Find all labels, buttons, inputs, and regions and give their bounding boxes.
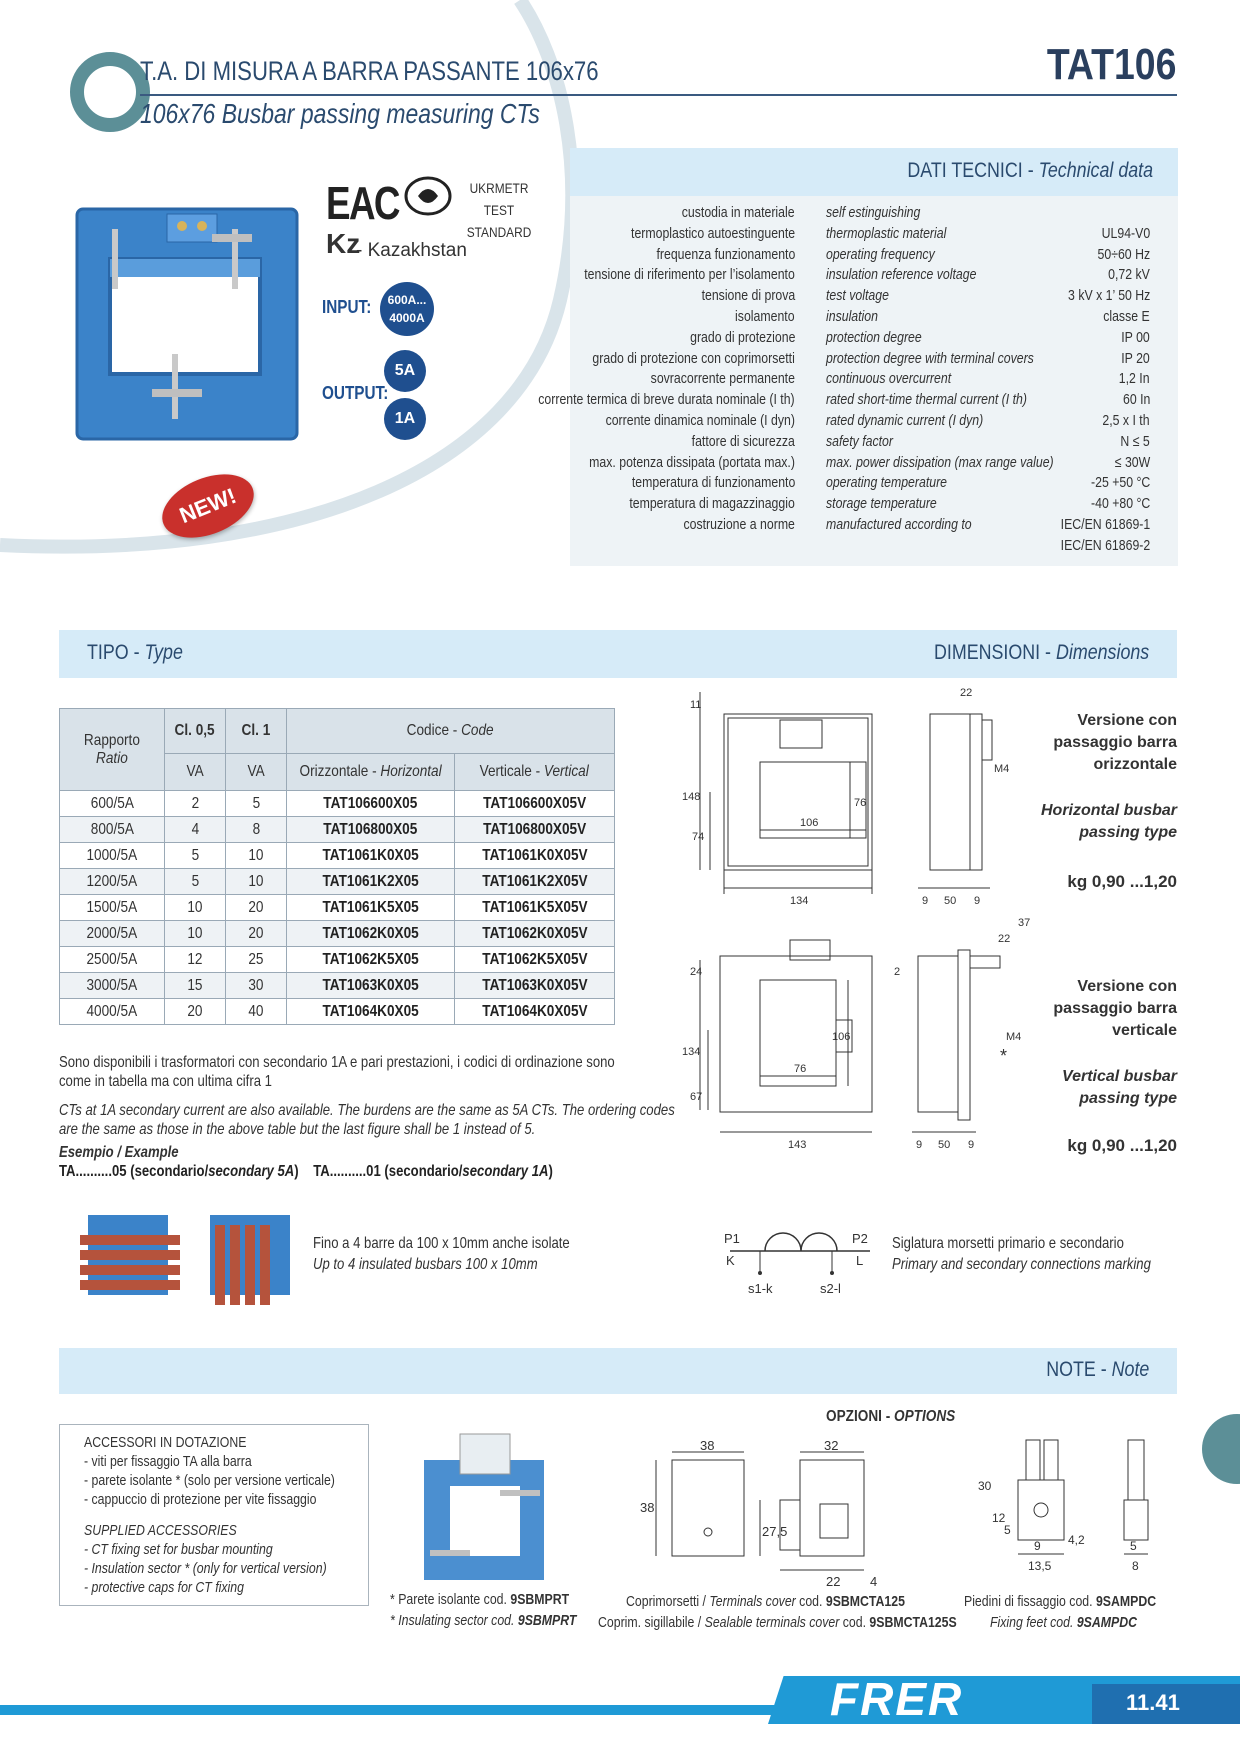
technical-row-en: protection degree with terminal covers [826, 349, 1034, 367]
dim-v-9b: 9 [968, 1139, 975, 1151]
vertical-version-label: Versione con passaggio barra verticale [1053, 978, 1177, 1039]
technical-row [0, 495, 1240, 516]
cell-ver: TAT106600X05V [455, 791, 615, 817]
technical-row-it: fattore di sicurezza [691, 432, 795, 450]
cell-ver: TAT1061K2X05V [455, 869, 615, 895]
model-code: TAT106 [1046, 40, 1176, 89]
technical-row-it: max. potenza dissipata (portata max.) [589, 453, 795, 471]
dim-h-76: 76 [854, 797, 867, 809]
cell-cl1: 30 [226, 973, 287, 999]
dim-h-m4: M4 [994, 763, 1010, 775]
technical-row-en: storage temperature [826, 495, 937, 513]
dim-h-22: 22 [960, 687, 973, 699]
busbar-caption-it: Fino a 4 barre da 100 x 10mm anche isolate [313, 1235, 570, 1252]
accessories-it: ACCESSORI IN DOTAZIONE - viti per fissaggio TA alla barra - parete isolante * (solo per versione verticale) - cappuccio di protezione per vite fissaggio [84, 1434, 335, 1508]
cell-ratio: 1000/5A [60, 843, 165, 869]
technical-row-en: thermoplastic material [826, 224, 947, 242]
table-row [60, 999, 615, 1025]
cell-hor: TAT1061K5X05 [287, 895, 455, 921]
feet-caption-en: Fixing feet cod. 9SAMPDC [990, 1614, 1137, 1631]
table-row [60, 817, 615, 843]
technical-row-value: 50÷60 Hz [1097, 245, 1150, 263]
technical-data-bar [570, 148, 1178, 196]
dim-h-148: 148 [682, 791, 701, 803]
dim-v-67: 67 [690, 1091, 703, 1103]
header-va-cl1: VA [226, 754, 287, 791]
technical-row [0, 308, 1240, 329]
feet-dim-42: 4,2 [1068, 1533, 1085, 1547]
cell-cl1: 20 [226, 895, 287, 921]
dim-v-star: * [1000, 1046, 1008, 1066]
table-row [60, 869, 615, 895]
technical-row-en: safety factor [826, 432, 893, 450]
technical-row-en: continuous overcurrent [826, 370, 952, 388]
sector-caption-en: * Insulating sector cod. 9SBMPRT [390, 1612, 577, 1629]
cell-hor: TAT1061K2X05 [287, 869, 455, 895]
technical-row-it: corrente dinamica nominale (I dyn) [605, 412, 795, 429]
cover-dim-38a: 38 [700, 1440, 715, 1453]
cell-cl05: 12 [165, 947, 226, 973]
type-table [59, 708, 615, 1025]
table-row [60, 973, 615, 999]
cell-ratio: 1500/5A [60, 895, 165, 921]
cell-cl1: 5 [226, 791, 287, 817]
header-ratio: Rapporto Ratio [60, 709, 165, 791]
dim-v-24: 24 [690, 966, 703, 978]
feet-caption-it: Piedini di fissaggio cod. 9SAMPDC [964, 1593, 1157, 1610]
technical-row-value: N ≤ 5 [1120, 432, 1150, 450]
page-title-english: 106x76 Busbar passing measuring CTs [140, 98, 540, 129]
dim-h-106: 106 [800, 817, 819, 829]
terminal-marking-diagram [720, 1225, 880, 1300]
cover-caption: Coprimorsetti / Terminals cover cod. 9SBMCTA125 [626, 1593, 905, 1610]
technical-row-value: 60 In [1122, 391, 1150, 409]
cell-cl1: 10 [226, 843, 287, 869]
cell-ratio: 2000/5A [60, 921, 165, 947]
cell-cl05: 2 [165, 791, 226, 817]
feet-dim-12: 12 [992, 1511, 1006, 1525]
technical-row-en: protection degree [826, 328, 922, 346]
dim-v-76: 76 [794, 1063, 807, 1075]
technical-row-en: operating temperature [826, 474, 948, 492]
technical-row [0, 266, 1240, 287]
cell-cl05: 15 [165, 973, 226, 999]
type-title: TIPO - Type [87, 641, 183, 664]
note-bar [59, 1348, 1177, 1394]
dimensions-title: DIMENSIONI - Dimensions [933, 641, 1149, 664]
technical-row-value: 0,72 kV [1108, 266, 1150, 284]
terminal-s2l: s2-l [820, 1281, 841, 1296]
input-value: 600A... 4000A [387, 293, 427, 325]
technical-row [0, 287, 1240, 308]
cell-hor: TAT106800X05 [287, 817, 455, 843]
technical-row [0, 474, 1240, 495]
seal-caption: Coprim. sigillabile / Sealable terminals cover cod. 9SBMCTA125S [598, 1614, 957, 1631]
technical-row-value: -40 +80 °C [1090, 495, 1150, 513]
note-title: NOTE - Note [1045, 1358, 1149, 1381]
technical-row-value: IEC/EN 61869-1 [1060, 516, 1150, 533]
technical-row-value: IEC/EN 61869-2 [1060, 536, 1150, 554]
output-5a-badge: 5A [384, 350, 426, 392]
technical-row-it: temperatura di magazzinaggio [629, 495, 795, 513]
new-badge-label: NEW! [175, 482, 240, 529]
example-codes: TA..........05 (secondario/secondary 5A) TA..........01 (secondario/secondary 1A) [59, 1163, 553, 1180]
technical-row [0, 391, 1240, 412]
dim-h-50: 50 [944, 895, 957, 907]
dim-h-74: 74 [692, 831, 705, 843]
cell-hor: TAT1061K0X05 [287, 843, 455, 869]
cover-dim-275: 27,5 [762, 1524, 788, 1539]
accessories-en: SUPPLIED ACCESSORIES - CT fixing set for busbar mounting - Insulation sector * (only for vertical version) - protective caps for CT fixing [84, 1522, 327, 1596]
cell-cl05: 5 [165, 843, 226, 869]
cell-ver: TAT1064K0X05V [455, 999, 615, 1025]
dim-v-2: 2 [894, 966, 901, 978]
table-row [60, 921, 615, 947]
technical-row-value: -25 +50 °C [1090, 474, 1150, 492]
technical-row [0, 433, 1240, 454]
dim-h-134: 134 [790, 895, 809, 907]
header-cl1: Cl. 1 [226, 709, 287, 754]
terminal-cover-drawing [630, 1440, 930, 1590]
dimension-drawings [660, 680, 1060, 1170]
technical-row [0, 246, 1240, 267]
technical-row [0, 225, 1240, 246]
terminal-l: L [856, 1253, 864, 1268]
technical-row-en: test voltage [826, 287, 889, 305]
technical-row [0, 454, 1240, 475]
vertical-version-en: Vertical busbar passing type [1061, 1068, 1177, 1107]
cell-hor: TAT106600X05 [287, 791, 455, 817]
title-underline [140, 94, 1177, 96]
horizontal-version-en: Horizontal busbar passing type [1040, 802, 1177, 841]
technical-row-en: insulation [826, 308, 878, 325]
technical-row-it: grado di protezione con coprimorsetti [592, 349, 795, 367]
feet-dim-135: 13,5 [1028, 1559, 1052, 1573]
technical-row-value: 1,2 In [1119, 370, 1150, 388]
technical-row-it: custodia in materiale [682, 204, 795, 221]
dim-v-106: 106 [832, 1031, 851, 1043]
technical-data-title: DATI TECNICI - Technical data [907, 159, 1153, 182]
cell-ver: TAT1063K0X05V [455, 973, 615, 999]
technical-row-it: termoplastico autoestinguente [630, 224, 795, 242]
terminal-s1k: s1-k [748, 1281, 773, 1296]
cell-ratio: 4000/5A [60, 999, 165, 1025]
technical-row-value: classe E [1103, 308, 1150, 325]
cover-dim-38b: 38 [640, 1500, 655, 1515]
cell-cl1: 8 [226, 817, 287, 843]
cell-cl1: 20 [226, 921, 287, 947]
cell-hor: TAT1064K0X05 [287, 999, 455, 1025]
cell-ratio: 3000/5A [60, 973, 165, 999]
technical-row-en: rated short-time thermal current (I th) [826, 391, 1027, 409]
example-label: Esempio / Example [59, 1144, 179, 1161]
technical-row-it: tensione di riferimento per l’isolamento [584, 266, 795, 284]
technical-row [0, 204, 1240, 225]
table-row [60, 895, 615, 921]
cell-cl05: 10 [165, 921, 226, 947]
feet-dim-5a: 5 [1004, 1523, 1011, 1537]
technical-row-en: max. power dissipation (max range value) [826, 453, 1054, 471]
cell-cl05: 4 [165, 817, 226, 843]
technical-row-value: 3 kV x 1’ 50 Hz [1067, 287, 1150, 305]
technical-row-en: manufactured according to [826, 516, 972, 533]
type-dimensions-bar [59, 630, 1177, 678]
cell-cl1: 10 [226, 869, 287, 895]
technical-row-it: grado di protezione [689, 328, 795, 346]
feet-dim-9: 9 [1034, 1539, 1041, 1553]
cell-ver: TAT1062K5X05V [455, 947, 615, 973]
technical-row-it: frequenza funzionamento [656, 245, 795, 263]
cell-ratio: 2500/5A [60, 947, 165, 973]
horizontal-weight: kg 0,90 ...1,20 [1067, 872, 1177, 891]
cover-dim-4: 4 [870, 1574, 878, 1589]
cell-ver: TAT106800X05V [455, 817, 615, 843]
output-1a-badge: 1A [384, 398, 426, 440]
technical-row [0, 350, 1240, 371]
dim-v-22: 22 [998, 933, 1011, 945]
technical-row-value: UL94-V0 [1101, 224, 1150, 242]
cell-cl1: 25 [226, 947, 287, 973]
header-horizontal: Orizzontale - Horizontal [287, 754, 455, 791]
header-code: Codice - Code [287, 709, 615, 754]
busbar-caption-en: Up to 4 insulated busbars 100 x 10mm [313, 1256, 538, 1273]
cell-cl05: 10 [165, 895, 226, 921]
cell-ratio: 800/5A [60, 817, 165, 843]
technical-row-value: IP 20 [1121, 349, 1150, 367]
cell-hor: TAT1063K0X05 [287, 973, 455, 999]
cell-ratio: 600/5A [60, 791, 165, 817]
table-row [60, 947, 615, 973]
dim-v-m4: M4 [1006, 1031, 1022, 1043]
technical-row-value: IP 00 [1121, 328, 1150, 346]
eac-logo: EAC [326, 177, 399, 229]
technical-row [0, 370, 1240, 391]
cover-dim-22: 22 [826, 1574, 841, 1589]
cell-ver: TAT1061K0X05V [455, 843, 615, 869]
header-va-cl05: VA [165, 754, 226, 791]
ukrmetr-label: UKRMETR TEST STANDARD [466, 180, 532, 240]
dim-v-134: 134 [682, 1046, 701, 1058]
fixing-feet-drawing [960, 1430, 1160, 1590]
dim-v-50: 50 [938, 1139, 951, 1151]
secondary-note-it: Sono disponibili i trasformatori con secondario 1A e pari prestazioni, i codici di ordinazione sono come in tabella ma con ultima cifra 1 [59, 1054, 615, 1090]
technical-row-it: sovracorrente permanente [650, 370, 795, 388]
table-row [60, 843, 615, 869]
cell-cl1: 40 [226, 999, 287, 1025]
cell-hor: TAT1062K5X05 [287, 947, 455, 973]
technical-row [0, 329, 1240, 350]
technical-row-value: 2,5 x I th [1102, 412, 1150, 429]
terminal-p2: P2 [852, 1231, 868, 1246]
kz-code: Kz [326, 228, 361, 259]
terminal-k: K [726, 1253, 735, 1268]
vertical-weight: kg 0,90 ...1,20 [1067, 1136, 1177, 1155]
page-title-italian: T.A. DI MISURA A BARRA PASSANTE 106x76 [140, 56, 599, 86]
cell-hor: TAT1062K0X05 [287, 921, 455, 947]
cell-ver: TAT1062K0X05V [455, 921, 615, 947]
technical-row-it: isolamento [735, 308, 795, 325]
feet-dim-5b: 5 [1130, 1539, 1137, 1553]
horizontal-version-label: Versione con passaggio barra orizzontale [1053, 712, 1177, 773]
technical-row [0, 516, 1240, 537]
cell-ver: TAT1061K5X05V [455, 895, 615, 921]
technical-row-en: rated dynamic current (I dyn) [826, 412, 984, 429]
cell-cl05: 5 [165, 869, 226, 895]
technical-row [0, 412, 1240, 433]
terminal-p1: P1 [724, 1231, 740, 1246]
dim-h-11: 11 [690, 699, 702, 711]
cell-ratio: 1200/5A [60, 869, 165, 895]
technical-row-it: tensione di prova [701, 287, 795, 305]
terminal-caption-it: Siglatura morsetti primario e secondario [892, 1235, 1124, 1252]
technical-row-it: temperatura di funzionamento [631, 474, 795, 492]
feet-dim-8: 8 [1132, 1559, 1139, 1573]
technical-row-en: self estinguishing [826, 204, 921, 221]
header-cl05: Cl. 0,5 [165, 709, 226, 754]
technical-row-value: ≤ 30W [1114, 453, 1150, 471]
terminal-caption-en: Primary and secondary connections marking [892, 1256, 1151, 1273]
output-label: OUTPUT: [322, 383, 389, 403]
technical-row-it: costruzione a norme [683, 516, 795, 533]
feet-dim-30: 30 [978, 1479, 992, 1493]
table-row [60, 791, 615, 817]
header-vertical: Verticale - Vertical [455, 754, 615, 791]
dim-v-143: 143 [788, 1139, 807, 1151]
input-label: INPUT: [322, 297, 372, 317]
insulating-sector-photo [420, 1430, 550, 1585]
accessories-box [59, 1424, 369, 1606]
technical-row-en: insulation reference voltage [826, 266, 977, 284]
options-title: OPZIONI - OPTIONS [826, 1408, 956, 1425]
cover-dim-32: 32 [824, 1440, 839, 1453]
dim-v-37: 37 [1018, 917, 1031, 929]
brand-logo: FRER [830, 1673, 964, 1725]
sector-caption-it: * Parete isolante cod. 9SBMPRT [390, 1591, 570, 1608]
secondary-note-en: CTs at 1A secondary current are also available. The burdens are the same as 5A CTs. The ordering codes are the same as those in the above table but the last figure shall be 1 instead of 5. [59, 1102, 675, 1138]
technical-row [0, 537, 1240, 558]
dim-v-9a: 9 [916, 1139, 923, 1151]
busbar-photos [80, 1205, 305, 1305]
cell-cl05: 20 [165, 999, 226, 1025]
technical-row-en: operating frequency [826, 245, 935, 263]
dim-h-9b: 9 [974, 895, 981, 907]
page-number: 11.41 [1126, 1690, 1180, 1715]
kz-name: - Kazakhstan [356, 240, 467, 261]
technical-row-it: corrente termica di breve durata nominale (I th) [538, 391, 795, 409]
dim-h-9a: 9 [922, 895, 929, 907]
